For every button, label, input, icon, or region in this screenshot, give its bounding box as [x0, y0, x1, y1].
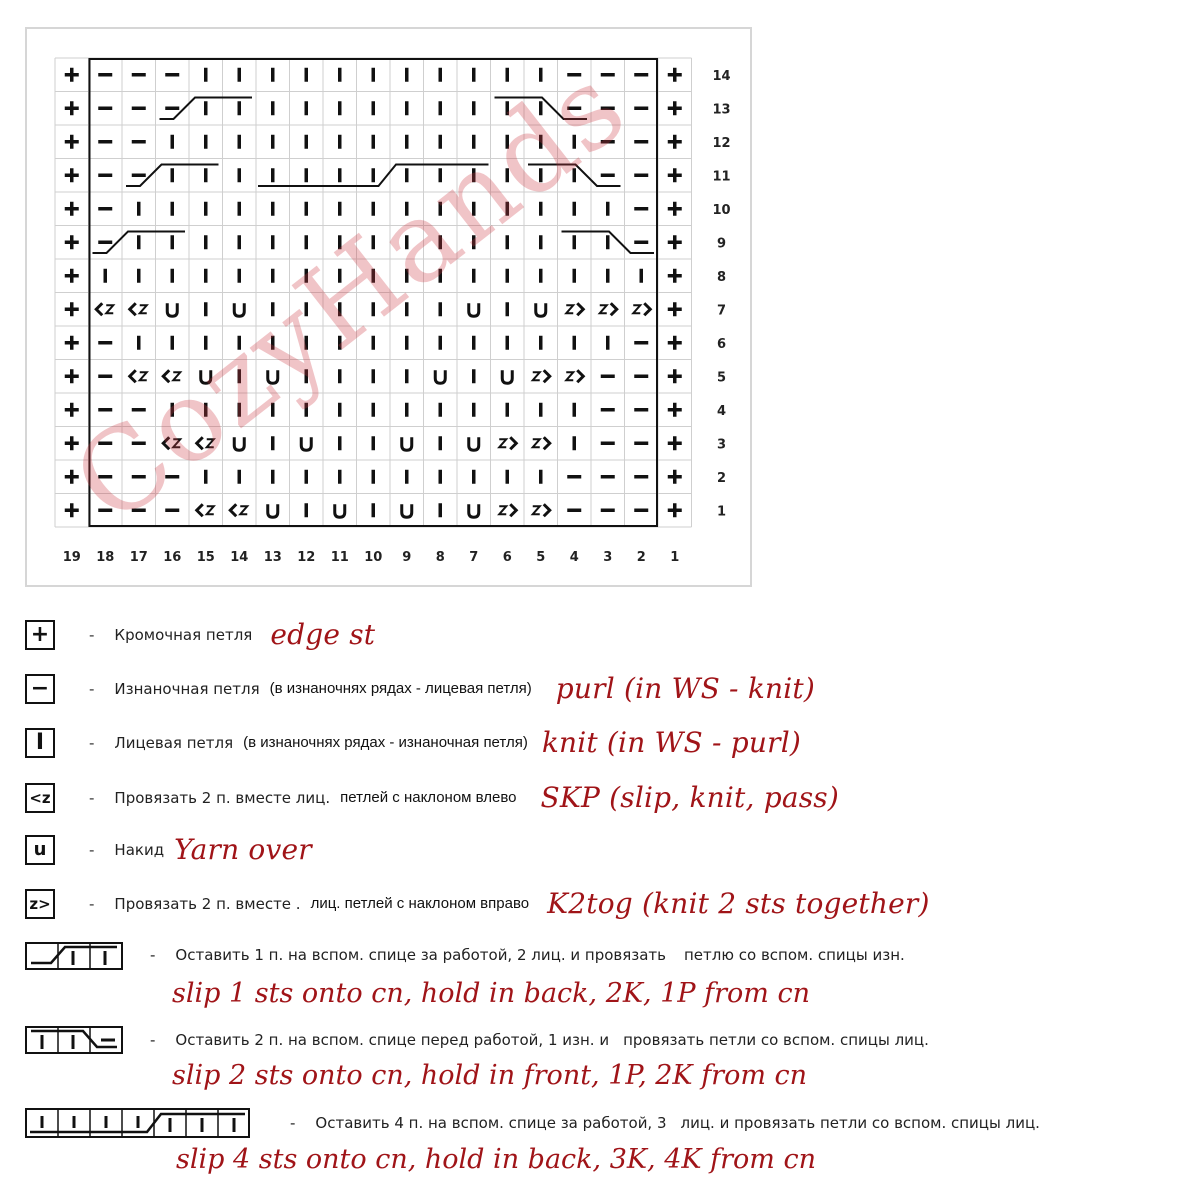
legend-row-knit	[25, 726, 801, 759]
skp-mark	[140, 372, 147, 380]
cable-2-1-front-legend	[150, 1031, 929, 1049]
column-label: 16	[163, 550, 182, 565]
legend-separator: -	[290, 1114, 296, 1132]
legend-separator: -	[89, 679, 95, 698]
yarn-over-mark	[201, 370, 211, 383]
legend-separator: -	[89, 733, 95, 752]
row-label: 7	[716, 303, 727, 319]
yarn-over-mark	[234, 303, 244, 316]
k2tog-mark	[499, 439, 506, 447]
k2tog-mark	[644, 303, 650, 315]
watermark: CozyHands	[50, 40, 650, 550]
legend-en: Yarn over	[174, 833, 312, 866]
yarn-over-mark	[268, 504, 278, 517]
legend-ru-note: (в изнаночнях рядах - лицевая петля)	[269, 680, 532, 697]
yarn-over-mark	[469, 303, 479, 316]
skp-mark	[207, 506, 214, 514]
knitting-chart-frame	[25, 27, 752, 587]
column-label: 17	[129, 550, 148, 565]
k2tog-mark	[544, 370, 550, 382]
legend-separator: -	[89, 840, 95, 859]
legend-ru: Накид	[114, 840, 165, 859]
k2tog-mark	[577, 370, 583, 382]
column-label: 2	[636, 550, 646, 565]
row-label: 1	[716, 504, 727, 520]
knit-stitch-icon: I	[25, 728, 55, 758]
purl-stitch-icon: −	[25, 674, 55, 704]
skp-mark	[173, 372, 180, 380]
yarn-over-mark	[502, 370, 512, 383]
yarn-over-mark	[402, 504, 412, 517]
legend-separator: -	[150, 1031, 156, 1049]
legend-en: knit (in WS - purl)	[541, 726, 801, 759]
row-label: 10	[712, 202, 731, 218]
legend-ru: Оставить 4 п. на вспом. спице за работой, 3	[315, 1114, 667, 1132]
skp-mark	[240, 506, 247, 514]
row-label: 13	[712, 102, 731, 118]
legend-ru-2: петлю со вспом. спицы изн.	[684, 946, 905, 964]
k2tog-mark	[499, 506, 506, 514]
column-label: 9	[402, 550, 412, 565]
k2tog-mark	[577, 303, 583, 315]
legend-row-yo	[25, 833, 312, 866]
yarn-over-icon: u	[25, 835, 55, 865]
legend-separator: -	[89, 788, 95, 807]
legend-ru: Провязать 2 п. вместе .	[114, 894, 301, 913]
yarn-over-mark	[402, 437, 412, 450]
column-label: 10	[364, 550, 383, 565]
row-label: 6	[716, 336, 727, 352]
row-label: 14	[712, 68, 731, 84]
cable-1-2-back-legend	[150, 946, 905, 964]
k2tog-mark	[611, 303, 617, 315]
k2tog-mark	[533, 506, 540, 514]
legend-ru: Кромочная петля	[114, 625, 253, 644]
legend-ru: Оставить 1 п. на вспом. спице за работой, 2 лиц. и провязать	[175, 946, 666, 964]
cable-2-1-front-en: slip 2 sts onto cn, hold in front, 1P, 2K from cn	[172, 1060, 808, 1091]
cable-2-1-front-icon	[25, 1026, 125, 1054]
cable-1-2-back-icon	[25, 942, 125, 970]
legend-ru: Изнаночная петля	[114, 679, 260, 698]
skp-mark	[140, 305, 147, 313]
k2tog-mark	[510, 437, 516, 449]
skp-mark	[106, 305, 113, 313]
legend-row-purl	[25, 672, 815, 705]
column-label: 15	[196, 550, 215, 565]
legend-ru-note: петлей с наклоном влево	[340, 789, 517, 806]
column-label: 11	[330, 550, 349, 565]
cable-4-3-back-legend	[290, 1114, 1040, 1132]
skp-mark	[197, 437, 203, 449]
yarn-over-mark	[469, 504, 479, 517]
skp-mark	[173, 439, 180, 447]
k2tog-mark	[633, 305, 640, 313]
skp-mark	[96, 303, 102, 315]
legend-ru: Провязать 2 п. вместе лиц.	[114, 788, 331, 807]
row-label: 11	[712, 169, 731, 185]
k2tog-mark	[566, 372, 573, 380]
knitting-chart	[27, 29, 754, 589]
row-label: 3	[716, 437, 727, 453]
edge-stitch-icon: +	[25, 620, 55, 650]
column-label: 14	[230, 550, 249, 565]
k2tog-mark	[533, 439, 540, 447]
column-label: 12	[297, 550, 316, 565]
yarn-over-mark	[301, 437, 311, 450]
column-label: 7	[469, 550, 479, 565]
legend-en: SKP (slip, knit, pass)	[540, 781, 839, 814]
row-label: 12	[712, 135, 731, 151]
legend-ru-note: лиц. петлей с наклоном вправо	[310, 895, 530, 912]
legend-ru-2: лиц. и провязать петли со вспом. спицы лиц.	[680, 1114, 1040, 1132]
skp-mark	[230, 504, 236, 516]
row-label: 9	[716, 236, 727, 252]
legend-en: purl (in WS - knit)	[555, 672, 815, 705]
k2tog-decrease-icon: z>	[25, 889, 55, 919]
row-label: 8	[716, 269, 727, 285]
cable-1-2-back-en: slip 1 sts onto cn, hold in back, 2K, 1P from cn	[172, 978, 810, 1009]
skp-mark	[207, 439, 214, 447]
row-label: 2	[716, 470, 727, 486]
legend-separator: -	[89, 625, 95, 644]
skp-mark	[163, 370, 169, 382]
k2tog-mark	[600, 305, 607, 313]
yarn-over-mark	[268, 370, 278, 383]
legend-ru-2: провязать петли со вспом. спицы лиц.	[623, 1031, 929, 1049]
yarn-over-mark	[536, 303, 546, 316]
skp-mark	[197, 504, 203, 516]
skp-mark	[130, 303, 136, 315]
yarn-over-mark	[435, 370, 445, 383]
legend-ru: Лицевая петля	[114, 733, 234, 752]
legend-en: edge st	[270, 618, 376, 651]
cable-4-3-back-en: slip 4 sts onto cn, hold in back, 3K, 4K from cn	[176, 1144, 816, 1175]
legend-ru-note: (в изнаночнях рядах - изнаночная петля)	[243, 734, 528, 751]
column-label: 19	[62, 550, 81, 565]
k2tog-mark	[533, 372, 540, 380]
skp-mark	[163, 437, 169, 449]
yarn-over-mark	[167, 303, 177, 316]
legend-ru: Оставить 2 п. на вспом. спице перед работой, 1 изн. и	[175, 1031, 610, 1049]
yarn-over-mark	[469, 437, 479, 450]
legend-row-k2tog	[25, 887, 930, 920]
column-label: 3	[603, 550, 613, 565]
column-label: 5	[536, 550, 546, 565]
legend-separator: -	[150, 946, 156, 964]
skp-decrease-icon: <z	[25, 783, 55, 813]
column-label: 1	[670, 550, 680, 565]
k2tog-mark	[566, 305, 573, 313]
row-label: 4	[716, 403, 727, 419]
column-label: 13	[263, 550, 282, 565]
yarn-over-mark	[335, 504, 345, 517]
yarn-over-mark	[234, 437, 244, 450]
legend-row-skp	[25, 781, 839, 814]
column-label: 8	[435, 550, 445, 565]
column-label: 18	[96, 550, 115, 565]
k2tog-mark	[544, 437, 550, 449]
k2tog-mark	[544, 504, 550, 516]
skp-mark	[130, 370, 136, 382]
cable-4-3-back-icon	[25, 1108, 251, 1138]
row-label: 5	[716, 370, 727, 386]
column-label: 4	[569, 550, 579, 565]
legend-separator: -	[89, 894, 95, 913]
k2tog-mark	[510, 504, 516, 516]
legend-en: K2tog (knit 2 sts together)	[547, 887, 930, 920]
legend-row-edge	[25, 618, 375, 651]
column-label: 6	[502, 550, 512, 565]
